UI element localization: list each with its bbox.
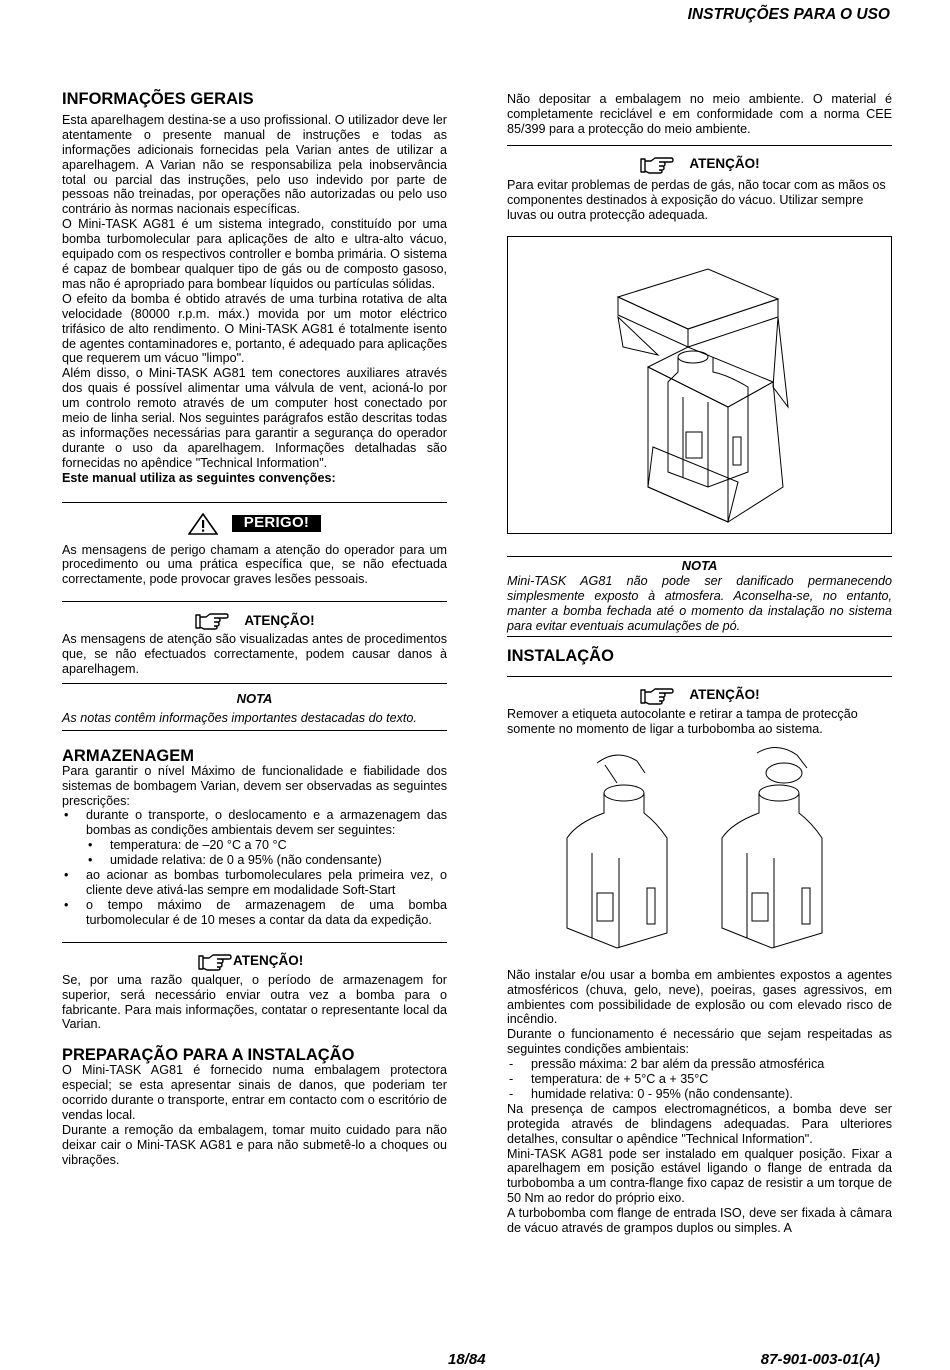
divider (507, 676, 892, 677)
note-heading: NOTA (236, 691, 273, 706)
divider (62, 601, 447, 602)
install-figure (507, 743, 892, 968)
attention-heading (507, 687, 892, 705)
conditions-list (507, 1057, 892, 1102)
pointing-hand-icon (639, 687, 675, 705)
divider (62, 942, 447, 943)
attention-heading (62, 612, 447, 630)
install-paragraph-5: A turbobomba com flange de entrada ISO, deve ser fixada à câmara de vácuo através de grampos duplos ou simples. A (507, 1206, 892, 1236)
list-item: • durante o transporte, o deslocamento e a armazenagem das bombas as condições ambientais devem ser seguintes: • temperatura: de –20 °C a 70 °C • umidade relativa: de 0 a 95% (não condensante) (62, 808, 447, 868)
divider (507, 556, 892, 557)
storage-intro: Para garantir o nível Máximo de funcionalidade e fiabilidade dos sistemas de bombagem Varian, devem ser observadas as seguintes prescrições: (62, 763, 447, 808)
attention-text: Para evitar problemas de perdas de gás, não tocar com as mãos os componentes destinados à exposição do vácuo. Utilizar sempre luvas ou outra protecção adequada. (507, 177, 886, 222)
prep-paragraph-1: O Mini-TASK AG81 é fornecido numa embalagem protectora especial; se esta apresentar sinais de danos, que poderiam ter ocorrido durante o transporte, entrar em contacto com o escritório de vendas local. (62, 1063, 447, 1122)
attention-text: Remover a etiqueta autocolante e retirar a tampa de protecção somente no momento de ligar a turbobomba ao sistema. (507, 706, 858, 736)
section-title-storage: ARMAZENAGEM (62, 746, 194, 765)
list-item: • ao acionar as bombas turbomoleculares pela primeira vez, o cliente deve ativá-las sempre em modalidade Soft-Start (62, 868, 447, 898)
attention-label: ATENÇÃO! (233, 953, 304, 969)
document-code: 87-901-003-01(A) (760, 1351, 880, 1368)
general-paragraph-1: Esta aparelhagem destina-se a uso profissional. O utilizador deve ler atentamente o presente manual de instruções e todas as informações adicionais fornecidas pela Varian antes de utilizar a aparelhagem. A Varian não se responsabiliza pela inobservância total ou parcial das instruções, pelo uso indevido por parte de pessoas não treinadas, por operações não autorizadas ou pelo uso contrário às normas nacionais específicas. (62, 112, 447, 217)
attention-heading (507, 156, 892, 174)
storage-list (62, 808, 447, 927)
install-paragraph-2: Durante o funcionamento é necessário que sejam respeitadas as seguintes condições ambientais: (507, 1027, 892, 1057)
general-paragraph-3: O efeito da bomba é obtido através de uma turbina rotativa de alta velocidade (80000 r.p.m. máx.) movida por um motor eléctrico trifásico de alto rendimento. O Mini-TASK AG81 é totalmente isento de agentes contaminadores e, portanto, é adequado para aplicações que requerem um vácuo "limpo". (62, 291, 447, 366)
attention-text: As mensagens de atenção são visualizadas antes de procedimentos que, se não efectuados correctamente, podem causar danos à aparelhagem. (62, 632, 447, 677)
install-paragraph-1: Não instalar e/ou usar a bomba em ambientes expostos a agentes atmosféricos (chuva, gelo, neve), poeiras, gases agressivos, em ambientes com possibilidade de explosão ou com elevado risco de incêndio. (507, 967, 892, 1027)
divider (507, 145, 892, 146)
divider (507, 636, 892, 637)
environment-paragraph: Não depositar a embalagem no meio ambiente. O material é completamente reciclável e em conformidade com a norma CEE 85/399 para a protecção do meio ambiente. (507, 92, 892, 136)
list-item: - temperatura: de + 5°C a + 35°C (507, 1072, 892, 1087)
right-column (507, 92, 892, 1236)
note-text: As notas contêm informações importantes destacadas do texto. (62, 710, 417, 725)
warning-triangle-icon (188, 513, 218, 535)
prep-paragraph-2: Durante a remoção da embalagem, tomar muito cuidado para não deixar cair o Mini-TASK AG81 e para não submetê-lo a choques ou vibrações. (62, 1122, 447, 1167)
general-paragraph-4: Além disso, o Mini-TASK AG81 tem conectores auxiliares através dos quais é possível alimentar uma válvula de vent, acioná-lo por um controlo remoto através de um computer host conectado por meio de linha serial. Nos seguintes parágrafos estão descritas todas as informações necessárias para garantir a segurança do operador durante o uso da aparelhagem. Informações detalhadas são fornecidas no apêndice "Technical Information". (62, 366, 447, 470)
note-text: Mini-TASK AG81 não pode ser danificado permanecendo simplesmente exposto à atmosfera. Aconselha-se, no entanto, manter a bomba fechada até o momento da instalação no sistema para evitar eventuais acumulações de pó. (507, 574, 892, 634)
divider (62, 730, 447, 731)
pump-in-box-illustration (508, 237, 894, 533)
list-item: - pressão máxima: 2 bar além da pressão atmosférica (507, 1057, 892, 1072)
pointing-hand-icon (639, 156, 675, 174)
storage-attention-text: Se, por uma razão qualquer, o período de armazenagem for superior, será necessário enviar outra vez a bomba para o fabricante. Para mais informações, contatar o representante local da Varian. (62, 972, 447, 1032)
list-item: • o tempo máximo de armazenagem de uma bomba turbomolecular é de 10 meses a contar da data da expedição. (62, 898, 447, 928)
list-item: • umidade relativa: de 0 a 95% (não condensante) (86, 853, 447, 868)
page-header-title: INSTRUÇÕES PARA O USO (687, 6, 890, 23)
section-title-install: INSTALAÇÃO (507, 646, 614, 665)
divider (62, 683, 447, 684)
attention-label: ATENÇÃO! (689, 156, 760, 172)
storage-sublist (86, 838, 447, 868)
danger-heading (62, 513, 447, 535)
list-item: - humidade relativa: 0 - 95% (não condensante). (507, 1087, 892, 1102)
divider (62, 502, 447, 503)
packaging-figure (507, 236, 892, 534)
conventions-line: Este manual utiliza as seguintes convenções: (62, 470, 336, 485)
list-item: • temperatura: de –20 °C a 70 °C (86, 838, 447, 853)
install-paragraph-4: Mini-TASK AG81 pode ser instalado em qualquer posição. Fixar a aparelhagem em posição estável ligando o flange de entrada da turbobomba a um contra-flange fixo capaz de resistir a um torque de 50 Nm ao redor do próprio eixo. (507, 1146, 892, 1206)
install-paragraph-3: Na presença de campos electromagnéticos, a bomba deve ser protegida através de blindagens adequadas. Para ulteriores detalhes, consultar o apêndice "Technical Information". (507, 1101, 892, 1146)
danger-badge: PERIGO! (232, 515, 321, 532)
pump-cap-removal-illustration (507, 743, 893, 968)
page-number: 18/84 (448, 1351, 486, 1368)
pointing-hand-icon (197, 953, 233, 971)
storage-attention-heading (62, 953, 447, 971)
general-paragraph-2: O Mini-TASK AG81 é um sistema integrado, constituído por uma bomba turbomolecular para aplicações de alto e ultra-alto vácuo, equipado com os respectivos controller e bomba primária. O sistema é capaz de bombear qualquer tipo de gás ou de composto gasoso, mas não é apropriado para bombear líquidos ou partículas sólidas. (62, 217, 447, 291)
section-title-preparation: PREPARAÇÃO PARA A INSTALAÇÃO (62, 1046, 355, 1065)
note-heading: NOTA (681, 558, 718, 574)
attention-label: ATENÇÃO! (244, 612, 315, 628)
pointing-hand-icon (194, 612, 230, 630)
left-column (62, 92, 447, 1168)
section-title-general: INFORMAÇÕES GERAIS (62, 90, 254, 108)
danger-text: As mensagens de perigo chamam a atenção do operador para um procedimento ou uma prática específica que, se não efectuada correctamente, pode provocar graves lesões pessoais. (62, 542, 447, 587)
attention-label: ATENÇÃO! (689, 687, 760, 703)
